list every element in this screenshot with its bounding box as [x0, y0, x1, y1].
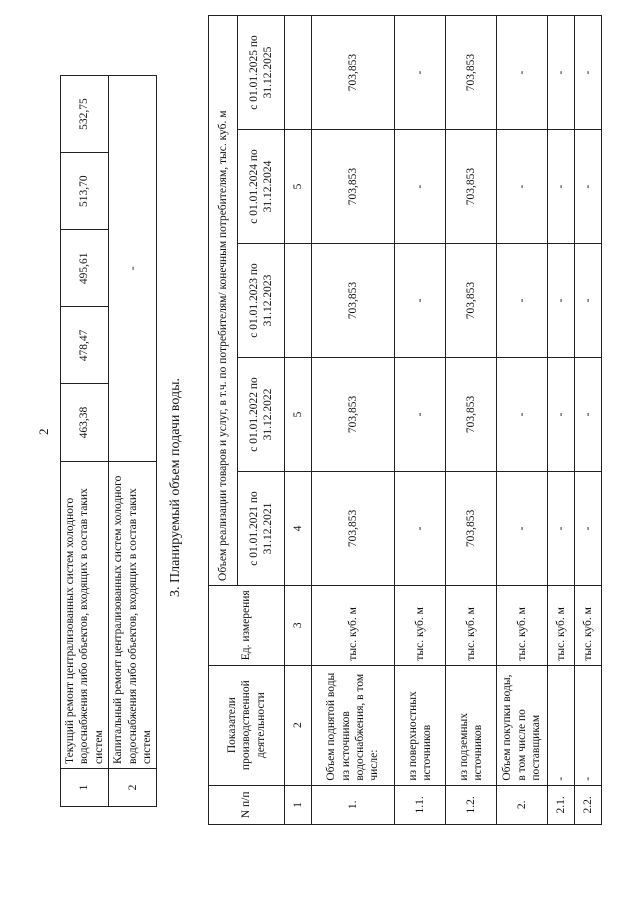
- column-number: [285, 16, 312, 130]
- row-number: 1.1.: [395, 785, 446, 824]
- value-cell: -: [497, 357, 548, 471]
- row-number: 1: [61, 768, 109, 806]
- page-number: 2: [36, 428, 51, 435]
- value-cell: 463,38: [61, 384, 109, 461]
- row-name: из подземных источников: [446, 665, 497, 785]
- row-unit: тыс. куб. м: [497, 585, 548, 665]
- column-number: 5: [285, 357, 312, 471]
- value-cell: -: [548, 357, 575, 471]
- row-unit: тыс. куб. м: [446, 585, 497, 665]
- table-row: [548, 16, 575, 825]
- header-period: с 01.01.2025 по 31.12.2025: [238, 16, 285, 130]
- value-cell: -: [575, 357, 602, 471]
- row-name: из поверхностных источников: [395, 665, 446, 785]
- row-number: 2.2.: [575, 785, 602, 824]
- value-cell: -: [575, 130, 602, 244]
- value-cell: -: [575, 471, 602, 585]
- value-cell: -: [548, 130, 575, 244]
- cost-table: [60, 75, 157, 807]
- row-description: Текущий ремонт централизованных систем холодного водоснабжения либо объектов, входящих в состав таких систем: [61, 461, 109, 768]
- value-cell: -: [497, 16, 548, 130]
- table-row: [497, 16, 548, 825]
- column-number: 4: [285, 471, 312, 585]
- row-unit: тыс. куб. м: [312, 585, 395, 665]
- table-row: [575, 16, 602, 825]
- value-cell: 532,75: [61, 76, 109, 153]
- header-period: с 01.01.2023 по 31.12.2023: [238, 244, 285, 358]
- table-row: [109, 76, 157, 807]
- table-row: [61, 76, 109, 807]
- column-number: 2: [285, 665, 312, 785]
- value-cell: 703,853: [446, 16, 497, 130]
- header-name: Показатели производственной деятельности: [209, 665, 285, 785]
- header-group: Объем реализации товаров и услуг, в т.ч. по потребителям/ конечным потребителям, тыс. куб. м: [209, 16, 238, 586]
- table-header-row: [209, 16, 238, 825]
- value-cell: -: [497, 244, 548, 358]
- value-cell: 703,853: [446, 357, 497, 471]
- value-cell: -: [395, 357, 446, 471]
- column-number: [285, 244, 312, 358]
- value-cell: -: [395, 471, 446, 585]
- value-cell: 495,61: [61, 230, 109, 307]
- column-number: 3: [285, 585, 312, 665]
- header-period: с 01.01.2022 по 31.12.2022: [238, 357, 285, 471]
- column-number: 5: [285, 130, 312, 244]
- value-cell: 703,853: [312, 16, 395, 130]
- row-number: 2.: [497, 785, 548, 824]
- value-cell: -: [497, 130, 548, 244]
- value-cell: 703,853: [446, 244, 497, 358]
- value-cell: -: [395, 130, 446, 244]
- column-number: 1: [285, 785, 312, 824]
- row-number: 2: [109, 768, 157, 806]
- header-no: N п/п: [209, 785, 285, 824]
- row-number: 1.2.: [446, 785, 497, 824]
- value-cell: 703,853: [312, 471, 395, 585]
- row-name: -: [548, 665, 575, 785]
- row-number: 1.: [312, 785, 395, 824]
- row-number: 2.1.: [548, 785, 575, 824]
- value-cell: 703,853: [446, 471, 497, 585]
- table-row: [312, 16, 395, 825]
- row-description: Капитальный ремонт централизованных систем холодного водоснабжения либо объектов, входящих в состав таких систем: [109, 461, 157, 768]
- row-name: -: [575, 665, 602, 785]
- value-cell: -: [548, 244, 575, 358]
- value-cell: -: [497, 471, 548, 585]
- value-cell: 703,853: [446, 130, 497, 244]
- row-unit: тыс. куб. м: [575, 585, 602, 665]
- merged-value-cell: -: [109, 76, 157, 462]
- column-number-row: [285, 16, 312, 825]
- header-period: с 01.01.2021 по 31.12.2021: [238, 471, 285, 585]
- row-unit: тыс. куб. м: [548, 585, 575, 665]
- value-cell: -: [395, 244, 446, 358]
- row-unit: тыс. куб. м: [395, 585, 446, 665]
- water-supply-table: [208, 15, 602, 825]
- value-cell: 513,70: [61, 153, 109, 230]
- value-cell: 703,853: [312, 357, 395, 471]
- header-period: с 01.01.2024 по 31.12.2024: [238, 130, 285, 244]
- value-cell: 478,47: [61, 307, 109, 384]
- value-cell: -: [548, 471, 575, 585]
- table-row: [395, 16, 446, 825]
- table-row: [446, 16, 497, 825]
- value-cell: -: [548, 16, 575, 130]
- value-cell: -: [395, 16, 446, 130]
- value-cell: -: [575, 244, 602, 358]
- value-cell: -: [575, 16, 602, 130]
- value-cell: 703,853: [312, 130, 395, 244]
- section-title: 3. Планируемый объем подачи воды.: [168, 377, 183, 597]
- header-unit: Ед. измерения: [209, 585, 285, 665]
- row-name: Объем покупки воды, в том числе по поставщикам: [497, 665, 548, 785]
- value-cell: 703,853: [312, 244, 395, 358]
- row-name: Объем поднятой воды из источников водоснабжения, в том числе:: [312, 665, 395, 785]
